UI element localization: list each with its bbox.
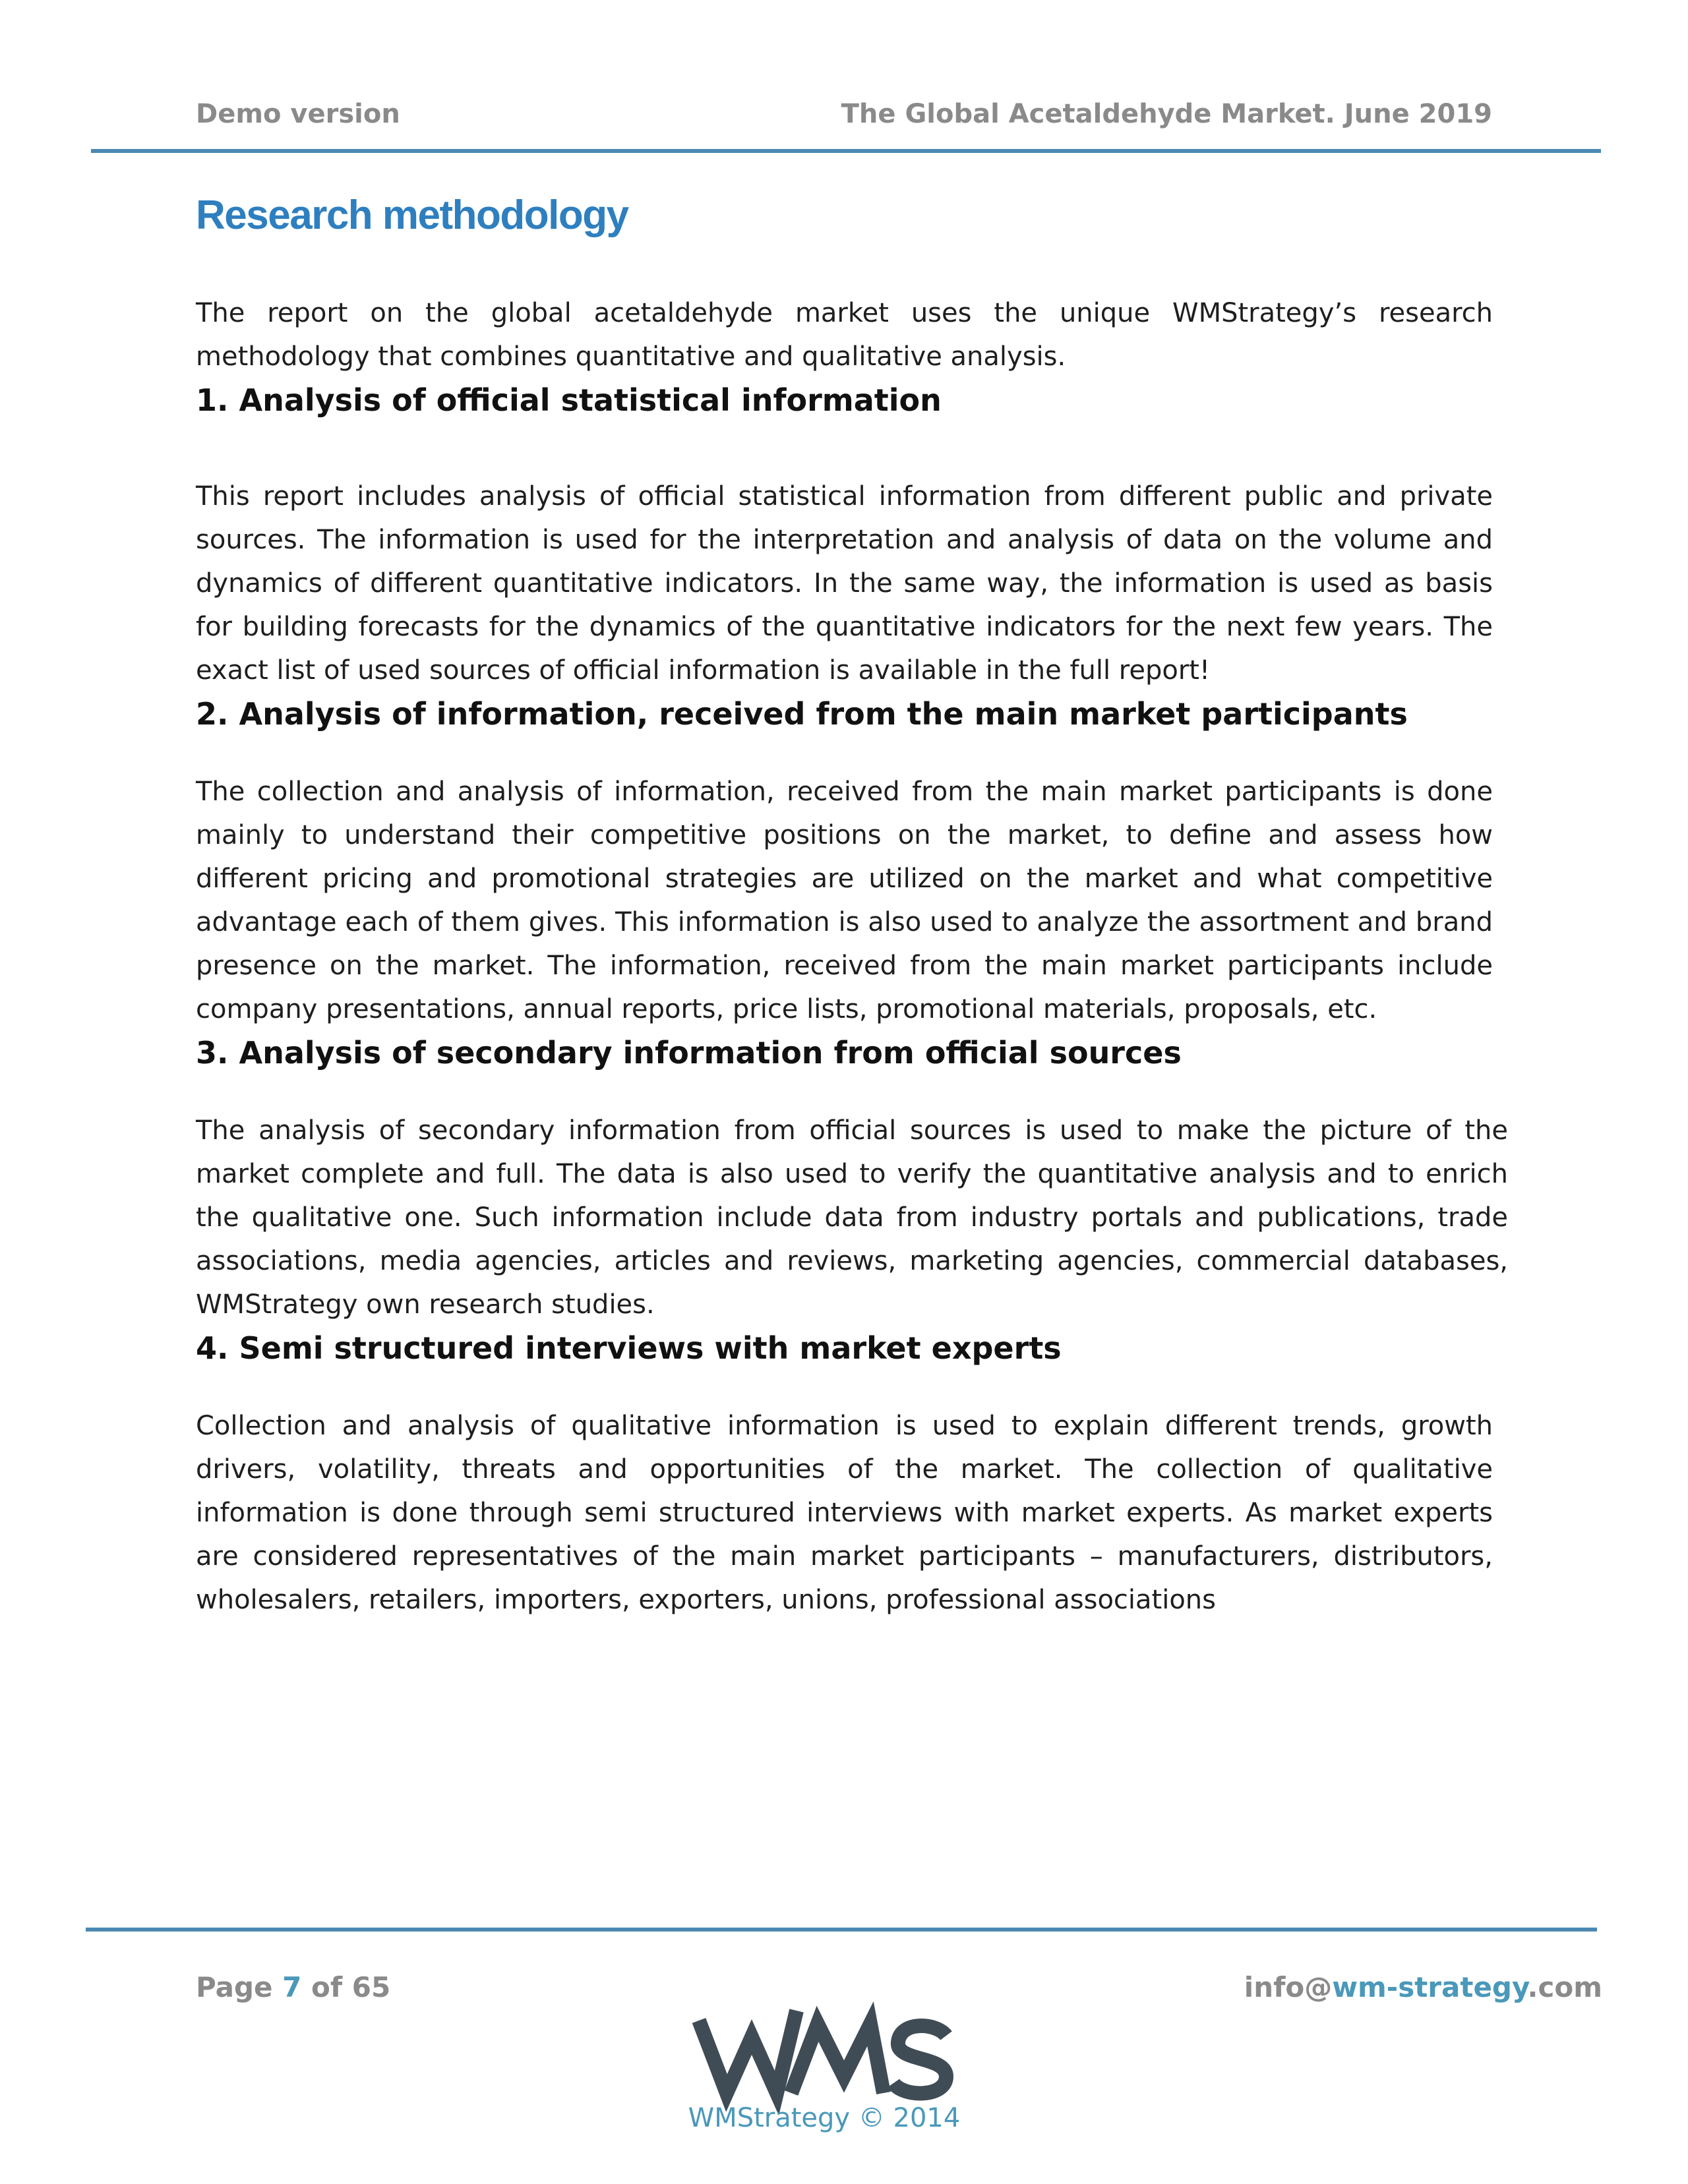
footer-divider bbox=[86, 1928, 1597, 1932]
header-divider bbox=[91, 149, 1601, 153]
page-counter bbox=[196, 1971, 390, 2003]
email-tld: .com bbox=[1527, 1971, 1602, 2003]
page-content bbox=[196, 191, 1508, 1622]
section-1-heading: 1. Analysis of official statistical information bbox=[196, 382, 942, 419]
intro-paragraph: The report on the global acetaldehyde market uses the unique WMStrategy’s research methodology that combines quantitative and qualitative analysis. bbox=[196, 298, 1493, 372]
section-4-body: Collection and analysis of qualitative information is used to explain different trends, growth drivers, volatility, threats and opportunities of the market. The collection of qualitative information is done through semi structured interviews with market experts. As market experts are considered representatives of the main market participants – manufacturers, distributors, wholesalers, retailers, importers, exporters, unions, professional associations bbox=[196, 1411, 1493, 1616]
copyright-notice: WMStrategy © 2014 bbox=[688, 2103, 961, 2133]
header-demo-label: Demo version bbox=[196, 99, 400, 129]
section-2-body: The collection and analysis of information, received from the main market participants is done mainly to understand their competitive positions on the market, to define and assess how different pricing and promotional strategies are utilized on the market and what competitive advantage each of them gives. This information is also used to analyze the assortment and brand presence on the market. The information, received from the main market participants include company presentations, annual reports, price lists, promotional materials, proposals, etc. bbox=[196, 777, 1493, 1025]
page-word: Page bbox=[196, 1971, 283, 2003]
section-4-heading: 4. Semi structured interviews with market experts bbox=[196, 1330, 1062, 1367]
page-total: of 65 bbox=[301, 1971, 391, 2003]
email-user: info@ bbox=[1244, 1971, 1333, 2003]
page-number: 7 bbox=[282, 1971, 302, 2003]
header-report-title: The Global Acetaldehyde Market. June 2019 bbox=[841, 99, 1492, 129]
contact-email[interactable] bbox=[1244, 1971, 1602, 2003]
section-3-heading: 3. Analysis of secondary information from official sources bbox=[196, 1035, 1182, 1071]
section-3-body: The analysis of secondary information from official sources is used to make the picture of the market complete and full. The data is also used to verify the quantitative analysis and to enrich the qualitative one. Such information include data from industry portals and publications, trade associations, media agencies, articles and reviews, marketing agencies, commercial databases, WMStrategy own research studies. bbox=[196, 1115, 1508, 1320]
section-2-heading: 2. Analysis of information, received from the main market participants bbox=[196, 696, 1408, 732]
page-title: Research methodology bbox=[196, 192, 628, 238]
section-1-body: This report includes analysis of official statistical information from different public and private sources. The information is used for the interpretation and analysis of data on the volume and dynamics of different quantitative indicators. In the same way, the information is used as basis for building forecasts for the dynamics of the quantitative indicators for the next few years. The exact list of used sources of official information is available in the full report! bbox=[196, 481, 1493, 686]
email-domain: wm-strategy bbox=[1332, 1971, 1528, 2003]
